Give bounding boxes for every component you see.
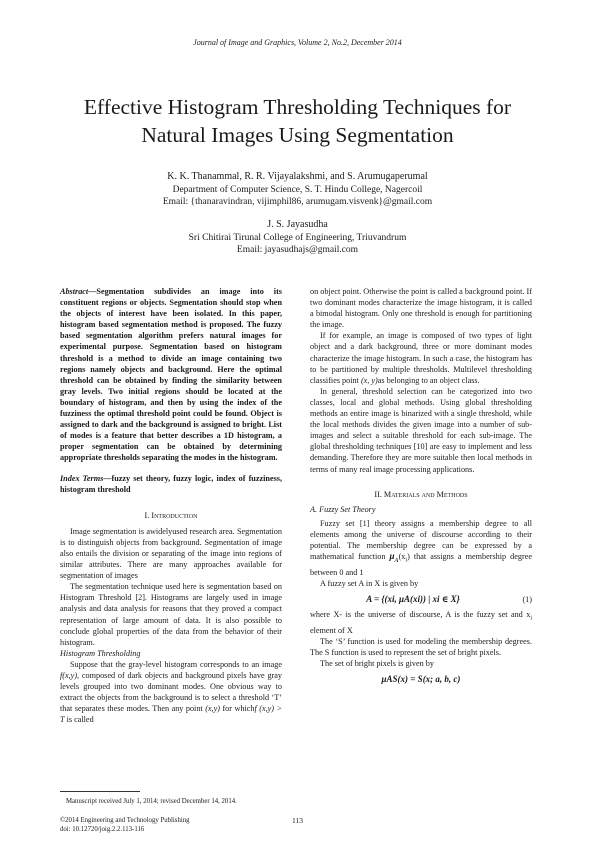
right-paragraph-5: A fuzzy set A in X is given by bbox=[320, 579, 419, 589]
abstract-label: Abstract bbox=[60, 287, 89, 296]
intro-paragraph-1: Image segmentation is awidelyused research area. Segmentation is to distinguish objects from background. Segmentation of image also entails the division or separating of the image into regions of similar attributes. There are many approaches available for segmentation of images bbox=[60, 526, 282, 581]
footnote-rule bbox=[60, 791, 140, 792]
math-xy: (x, y) bbox=[360, 375, 378, 385]
text-run: where X- is the universe of discourse, A is the fuzzy set and x bbox=[310, 610, 531, 620]
left-column bbox=[60, 286, 282, 725]
equation-1 bbox=[310, 591, 532, 607]
subheading-histogram-thresholding: Histogram Thresholding bbox=[60, 648, 141, 658]
text-run: as belonging to an object class. bbox=[377, 375, 480, 385]
math-xy: (x,y) bbox=[205, 704, 220, 714]
right-paragraph-8: The set of bright pixels is given by bbox=[320, 659, 434, 669]
abstract bbox=[60, 286, 282, 464]
index-terms-label: Index Terms bbox=[60, 473, 104, 483]
author-dept-1: Department of Computer Science, S. T. Hindu College, Nagercoil bbox=[172, 184, 423, 195]
title-line-2: Natural Images Using Segmentation bbox=[141, 123, 454, 147]
title-line-1: Effective Histogram Thresholding Techniques for bbox=[83, 95, 512, 119]
paper-title bbox=[40, 93, 555, 149]
text-run: If for example, an image is composed of two types of light object and a dark background, three or more dominant modes characterize the image histogram. In such a case, the histogram has to be partitioned by multiple thresholds. Multilevel thresholding classifies point bbox=[310, 331, 532, 385]
equation-2-expression: μAS(x) = S(x; a, b, c) bbox=[381, 673, 461, 684]
equation-1-expression: A = {(xi, μA(xi)) | xi ∈ X} bbox=[366, 593, 460, 604]
right-paragraph-4: Fuzzy set [1] theory assigns a membership degree to all elements among the universe of discourse according to their potential. The membership degree can be expressed by a mathematical function $\mu_A(x_i)$ that assigns a membership degree between 0 and 1 bbox=[310, 518, 532, 577]
right-column bbox=[310, 286, 532, 689]
text-run: element of X bbox=[310, 625, 353, 635]
right-paragraph-1: on object point. Otherwise the point is called a background point. If two dominant modes characterize the image histogram, it is called a bimodal histogram. Only one threshold is enough for partitioning the image. bbox=[310, 287, 532, 330]
text-run: ) that assigns a membership degree between 0 and 1 bbox=[310, 552, 532, 577]
index-terms bbox=[60, 473, 282, 495]
page-number: 113 bbox=[292, 816, 303, 825]
text-run: Suppose that the gray-level histogram corresponds to an image bbox=[70, 659, 282, 669]
footer-left bbox=[60, 816, 190, 834]
right-paragraph-7: The ‘S’ function is used for modeling the membership degrees. The S function is used to represent the set of bright pixels. bbox=[310, 636, 532, 658]
author-block-1 bbox=[40, 171, 555, 209]
journal-header: Journal of Image and Graphics, Volume 2, No.2, December 2014 bbox=[193, 38, 402, 47]
text-run: for which bbox=[219, 704, 255, 714]
index-terms-text: —fuzzy set theory, fuzzy logic, index of fuzziness, histogram threshold bbox=[60, 473, 283, 494]
text-run: is called bbox=[64, 715, 94, 725]
right-paragraph-2 bbox=[310, 330, 532, 385]
author-dept-2: Sri Chitirai Tirunal College of Engineering, Triuvandrum bbox=[188, 232, 407, 243]
author-block-2 bbox=[40, 219, 555, 257]
equation-2 bbox=[310, 671, 532, 687]
author-names-2: J. S. Jayasudha bbox=[267, 219, 328, 230]
math-condition: f (x,y) > T bbox=[60, 704, 283, 725]
text-run: , composed of dark objects and background pixels have gray levels grouped into two dominant modes. One obvious way to extract the objects from the background is to select a threshold ‘T’ that separates these modes. Then any point bbox=[60, 671, 282, 714]
footnote: Manuscript received July 1, 2014; revised December 14, 2014. bbox=[66, 798, 237, 805]
intro-paragraph-2: The segmentation technique used here is segmentation based on Histogram Threshold [2]. Histograms are largely used in image analysis and data analysis for reasons that they proved a compact representation of large amount of data. It is also possible to conclude global properties of the data from the behavior of their histogram. bbox=[60, 582, 282, 647]
text-run: Fuzzy set [1] theory assigns a membership degree to all elements among the universe of discourse according to their potential. The membership degree can be expressed by a mathematical function bbox=[310, 518, 532, 562]
section-heading-introduction: I. Introduction bbox=[144, 510, 198, 520]
text-run: (x bbox=[398, 552, 406, 562]
author-names-1: K. K. Thanammal, R. R. Vijayalakshmi, and S. Arumugaperumal bbox=[167, 171, 428, 182]
abstract-text: —Segmentation subdivides an image into its constituent regions or objects. Segmentation should stop when the objects of interest have been isolated. In this paper, histogram based segmentation method is proposed. The fuzzy based segmentation algorithm prefers natural images for experimental purpose. Segmentation based on histogram threshold is a method to divide an image containing two regions namely objects and background. Here the optimal threshold can be obtained by finding the similarity between gray levels. Two initial regions should be located at the boundary of histogram, and then by using the index of the fuzziness the optimal threshold point could be found. Object is assigned to dark and the background is assigned to bright. List of modes is a feature that better describes a 1D histogram, a proper segmentation can be obtained by determining appropriate thresholds separating the modes in the histogram. bbox=[60, 287, 282, 463]
intro-paragraph-3 bbox=[60, 659, 282, 726]
equation-1-number: (1) bbox=[522, 594, 532, 604]
author-email-1: Email: {thanaravindran, vijimphil86, arumugam.visvenk}@gmail.com bbox=[162, 197, 433, 207]
right-paragraph-3: In general, threshold selection can be categorized into two classes, local and global methods. Using global thresholding methods an entire image is binarized with a single threshold, while the local methods divides the given image into a number of sub-images and select a suitable threshold for each sub-image. The global thresholding techniques [10] are easy to implement and less demanding. Therefore they are more suitable then local methods in terms of many real image processing applications. bbox=[310, 386, 532, 474]
right-paragraph-6: where X- is the universe of discourse, A is the fuzzy set and $x_i$ element of X bbox=[310, 610, 532, 635]
footer-copyright: ©2014 Engineering and Technology Publishing bbox=[60, 817, 190, 824]
mu-symbol: $\mu_A$ bbox=[389, 551, 399, 564]
subheading-fuzzy-set-theory: A. Fuzzy Set Theory bbox=[310, 504, 376, 514]
math-fxy: f(x,y) bbox=[60, 671, 78, 680]
footer-doi: doi: 10.12720/joig.2.2.113-116 bbox=[60, 826, 145, 833]
author-email-2: Email: jayasudhajs@gmail.com bbox=[236, 245, 359, 255]
section-heading-materials: II. Materials and Methods bbox=[374, 489, 468, 499]
